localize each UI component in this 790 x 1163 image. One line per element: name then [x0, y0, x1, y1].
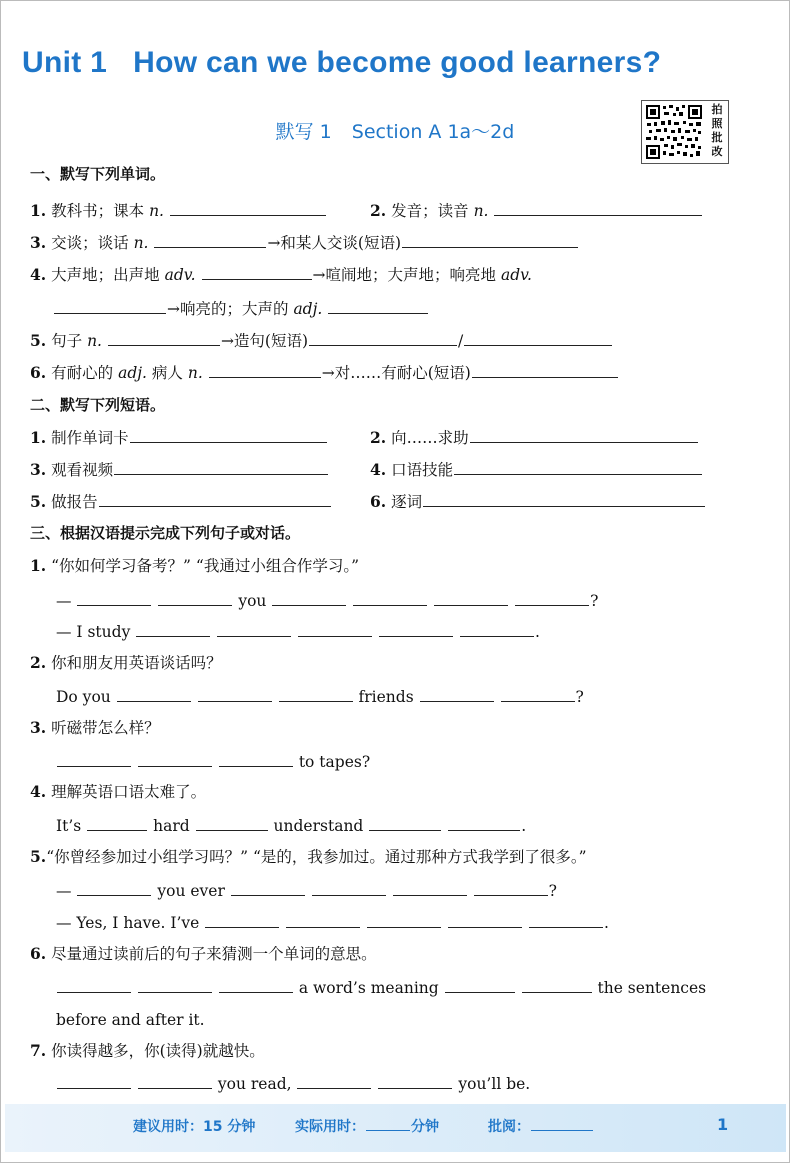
- part-of-speech: adv.: [500, 266, 532, 284]
- qr-label-char: 拍: [711, 103, 723, 116]
- answer-blank[interactable]: [367, 911, 441, 928]
- q5-line-2: [56, 911, 609, 934]
- part2-heading: 二、默写下列短语。: [30, 396, 166, 414]
- part1-item-4: [30, 263, 532, 286]
- item-number: 1.: [30, 201, 47, 220]
- actual-time-label: 实际用时：: [295, 1119, 365, 1135]
- part1-item-4-line2: [53, 297, 429, 320]
- part-of-speech: n.: [149, 202, 164, 220]
- phrase-prompt: 逐词: [391, 493, 423, 511]
- part1-item-6: [30, 361, 619, 384]
- answer-blank[interactable]: [470, 426, 698, 443]
- q6-line-2: before and after it.: [56, 1011, 205, 1029]
- chinese-prompt: 理解英语口语太难了。: [51, 783, 207, 801]
- given-word: friends: [358, 688, 414, 706]
- answer-blank[interactable]: [198, 685, 272, 702]
- part2-row-3: [30, 490, 423, 513]
- answer-blank[interactable]: [196, 814, 268, 831]
- footer-bar: [5, 1104, 786, 1152]
- item-number: 3.: [30, 233, 47, 252]
- answer-blank[interactable]: [464, 329, 612, 346]
- dash: —: [56, 882, 72, 900]
- q3-prompt: [30, 717, 160, 739]
- answer-blank[interactable]: [445, 976, 515, 993]
- phrase-prompt: 制作单词卡: [51, 429, 129, 447]
- item-number: 4.: [370, 460, 387, 479]
- answer-blank[interactable]: [472, 361, 618, 378]
- item-number: 6.: [30, 944, 47, 963]
- answer-blank[interactable]: [117, 685, 191, 702]
- answer-blank[interactable]: [154, 231, 266, 248]
- q7-prompt: [30, 1040, 265, 1062]
- word-prompt: 有耐心的: [51, 364, 114, 382]
- q4-prompt: [30, 781, 206, 803]
- punctuation: ?: [590, 592, 599, 610]
- answer-blank[interactable]: [77, 589, 151, 606]
- answer-blank[interactable]: [393, 879, 467, 896]
- q2-prompt: [30, 652, 222, 674]
- actual-time: [295, 1116, 439, 1136]
- q4-line: [56, 814, 526, 837]
- answer-blank[interactable]: [522, 976, 592, 993]
- answer-blank[interactable]: [423, 490, 705, 507]
- given-words: the sentences: [597, 979, 707, 997]
- answer-blank[interactable]: [420, 685, 494, 702]
- answer-blank[interactable]: [219, 976, 293, 993]
- minutes-label: 分钟: [411, 1119, 439, 1135]
- answer-blank[interactable]: [279, 685, 353, 702]
- part1-item-1: [30, 199, 489, 222]
- part2-row-2: [30, 458, 454, 481]
- q6-prompt: [30, 943, 377, 965]
- punctuation: .: [604, 914, 609, 932]
- derived-prompt: →喧闹地；大声地；响亮地: [312, 266, 497, 284]
- answer-blank[interactable]: [379, 620, 453, 637]
- answer-blank[interactable]: [454, 458, 702, 475]
- item-number: 4.: [30, 782, 47, 801]
- answer-blank[interactable]: [57, 750, 131, 767]
- given-words: — I study: [56, 623, 131, 641]
- review-label: 批阅：: [488, 1119, 530, 1135]
- actual-time-blank[interactable]: [366, 1116, 410, 1131]
- punctuation: .: [521, 817, 527, 835]
- answer-blank[interactable]: [312, 879, 386, 896]
- answer-blank[interactable]: [87, 814, 147, 831]
- word-prompt: 发音；读音: [391, 202, 469, 220]
- item-number: 4.: [30, 265, 47, 284]
- answer-blank[interactable]: [108, 329, 220, 346]
- phrase-prompt: 观看视频: [51, 461, 114, 479]
- answer-blank[interactable]: [138, 750, 212, 767]
- review: [488, 1116, 594, 1136]
- item-number: 6.: [370, 492, 387, 511]
- item-number: 3.: [30, 460, 47, 479]
- answer-blank[interactable]: [460, 620, 534, 637]
- item-number: 1.: [30, 556, 47, 575]
- derived-prompt: →响亮的；大声的: [167, 300, 289, 318]
- given-words: Do you: [56, 688, 111, 706]
- phrase-prompt: 向……求助: [391, 429, 469, 447]
- item-number: 5.: [30, 847, 47, 866]
- part-of-speech: n.: [87, 332, 102, 350]
- unit-heading: How can we become good learners?: [133, 46, 662, 79]
- derived-prompt: →造句(短语): [220, 332, 309, 350]
- punctuation: ?: [548, 882, 557, 900]
- q5-line-1: [56, 879, 557, 902]
- phrase-prompt: 口语技能: [391, 461, 454, 479]
- derived-prompt: →对……有耐心(短语): [321, 364, 471, 382]
- word-prompt: 大声地；出声地: [51, 266, 160, 284]
- item-number: 6.: [30, 363, 47, 382]
- given-words: — Yes, I have. I’ve: [56, 914, 200, 932]
- qr-label-char: 改: [711, 145, 723, 158]
- answer-blank[interactable]: [529, 911, 603, 928]
- answer-blank[interactable]: [297, 1072, 371, 1089]
- answer-blank[interactable]: [369, 814, 441, 831]
- answer-blank[interactable]: [170, 199, 326, 216]
- word-prompt: 病人: [151, 364, 183, 382]
- answer-blank[interactable]: [219, 750, 293, 767]
- part1-item-5: [30, 329, 613, 352]
- given-word: It’s: [56, 817, 82, 835]
- answer-blank[interactable]: [57, 976, 131, 993]
- item-number: 1.: [30, 428, 47, 447]
- slash-separator: /: [458, 332, 464, 350]
- answer-blank[interactable]: [54, 297, 166, 314]
- answer-blank[interactable]: [353, 589, 427, 606]
- part1-item-3: [30, 231, 579, 254]
- answer-blank[interactable]: [114, 458, 328, 475]
- chinese-prompt: “你曾经参加过小组学习吗？” “是的，我参加过。通过那种方式我学到了很多。”: [46, 848, 587, 866]
- item-number: 3.: [30, 718, 47, 737]
- answer-blank[interactable]: [202, 263, 312, 280]
- given-words: to tapes?: [298, 753, 371, 771]
- given-words: you’ll be.: [458, 1075, 531, 1093]
- part-of-speech: n.: [473, 202, 489, 220]
- q5-prompt: [30, 846, 587, 868]
- answer-blank[interactable]: [378, 1072, 452, 1089]
- page-number: 1: [717, 1115, 729, 1134]
- answer-blank[interactable]: [309, 329, 457, 346]
- given-word: you: [238, 592, 267, 610]
- part-of-speech: adj.: [118, 364, 147, 382]
- chinese-prompt: 你读得越多，你(读得)就越快。: [51, 1042, 265, 1060]
- answer-blank[interactable]: [494, 199, 702, 216]
- answer-blank[interactable]: [402, 231, 578, 248]
- phrase-prompt: 做报告: [51, 493, 98, 511]
- q1-line-2: [56, 620, 540, 643]
- answer-blank[interactable]: [434, 589, 508, 606]
- answer-blank[interactable]: [217, 620, 291, 637]
- dash: —: [56, 592, 72, 610]
- part-of-speech: n.: [187, 364, 203, 382]
- suggested-time: 建议用时：15 分钟: [133, 1119, 256, 1135]
- answer-blank[interactable]: [57, 1072, 131, 1089]
- item-number: 2.: [370, 428, 387, 447]
- answer-blank[interactable]: [272, 589, 346, 606]
- punctuation: .: [535, 623, 540, 641]
- answer-blank[interactable]: [448, 911, 522, 928]
- answer-blank[interactable]: [474, 879, 548, 896]
- answer-blank[interactable]: [77, 879, 151, 896]
- q1-line-1: [56, 589, 598, 612]
- q2-line: [56, 685, 584, 708]
- section-cn: 默写 1: [275, 121, 332, 143]
- q3-line: [56, 750, 370, 773]
- q6-line-1: [56, 976, 706, 999]
- word-prompt: 教科书；课本: [51, 202, 145, 220]
- q7-line: [56, 1072, 530, 1095]
- part-of-speech: n.: [133, 234, 149, 252]
- part2-row-1: [30, 426, 469, 449]
- qr-label-char: 照: [711, 117, 723, 130]
- answer-blank[interactable]: [158, 589, 232, 606]
- punctuation: ?: [575, 688, 584, 706]
- answer-blank[interactable]: [99, 490, 331, 507]
- q1-prompt: [30, 555, 359, 577]
- answer-blank[interactable]: [501, 685, 575, 702]
- given-word: hard: [153, 817, 190, 835]
- answer-blank[interactable]: [138, 1072, 212, 1089]
- qr-label: [708, 103, 726, 159]
- chinese-prompt: 听磁带怎么样？: [51, 719, 160, 737]
- answer-blank[interactable]: [328, 297, 428, 314]
- item-number: 2.: [370, 201, 387, 220]
- word-prompt: 句子: [51, 332, 83, 350]
- section-en: Section A 1a～2d: [351, 121, 515, 143]
- given-word: understand: [273, 817, 364, 835]
- part-of-speech: adj.: [293, 300, 323, 318]
- answer-blank[interactable]: [515, 589, 589, 606]
- answer-blank[interactable]: [448, 814, 520, 831]
- qr-code-panel[interactable]: [641, 100, 729, 164]
- part-of-speech: adv.: [164, 266, 196, 284]
- unit-title: [22, 46, 661, 80]
- derived-prompt: →和某人交谈(短语): [267, 234, 402, 252]
- given-words: you ever: [157, 882, 225, 900]
- item-number: 2.: [30, 653, 47, 672]
- part3-heading: 三、根据汉语提示完成下列句子或对话。: [30, 524, 301, 542]
- review-blank[interactable]: [531, 1116, 593, 1131]
- given-words: a word’s meaning: [298, 979, 439, 997]
- answer-blank[interactable]: [298, 620, 372, 637]
- answer-blank[interactable]: [130, 426, 327, 443]
- chinese-prompt: 尽量通过读前后的句子来猜测一个单词的意思。: [51, 945, 377, 963]
- chinese-prompt: “你如何学习备考？” “我通过小组合作学习。”: [51, 557, 359, 575]
- item-number: 7.: [30, 1041, 47, 1060]
- answer-blank[interactable]: [231, 879, 305, 896]
- qr-code-icon: [645, 104, 703, 160]
- chinese-prompt: 你和朋友用英语谈话吗？: [51, 654, 222, 672]
- unit-label: Unit 1: [22, 46, 108, 79]
- qr-label-char: 批: [711, 131, 723, 144]
- word-prompt: 交谈；谈话: [51, 234, 129, 252]
- given-words: you read,: [217, 1075, 292, 1093]
- item-number: 5.: [30, 492, 47, 511]
- answer-blank[interactable]: [138, 976, 212, 993]
- answer-blank[interactable]: [286, 911, 360, 928]
- part1-heading: 一、默写下列单词。: [30, 165, 166, 183]
- answer-blank[interactable]: [209, 361, 321, 378]
- answer-blank[interactable]: [205, 911, 279, 928]
- answer-blank[interactable]: [136, 620, 210, 637]
- item-number: 5.: [30, 331, 47, 350]
